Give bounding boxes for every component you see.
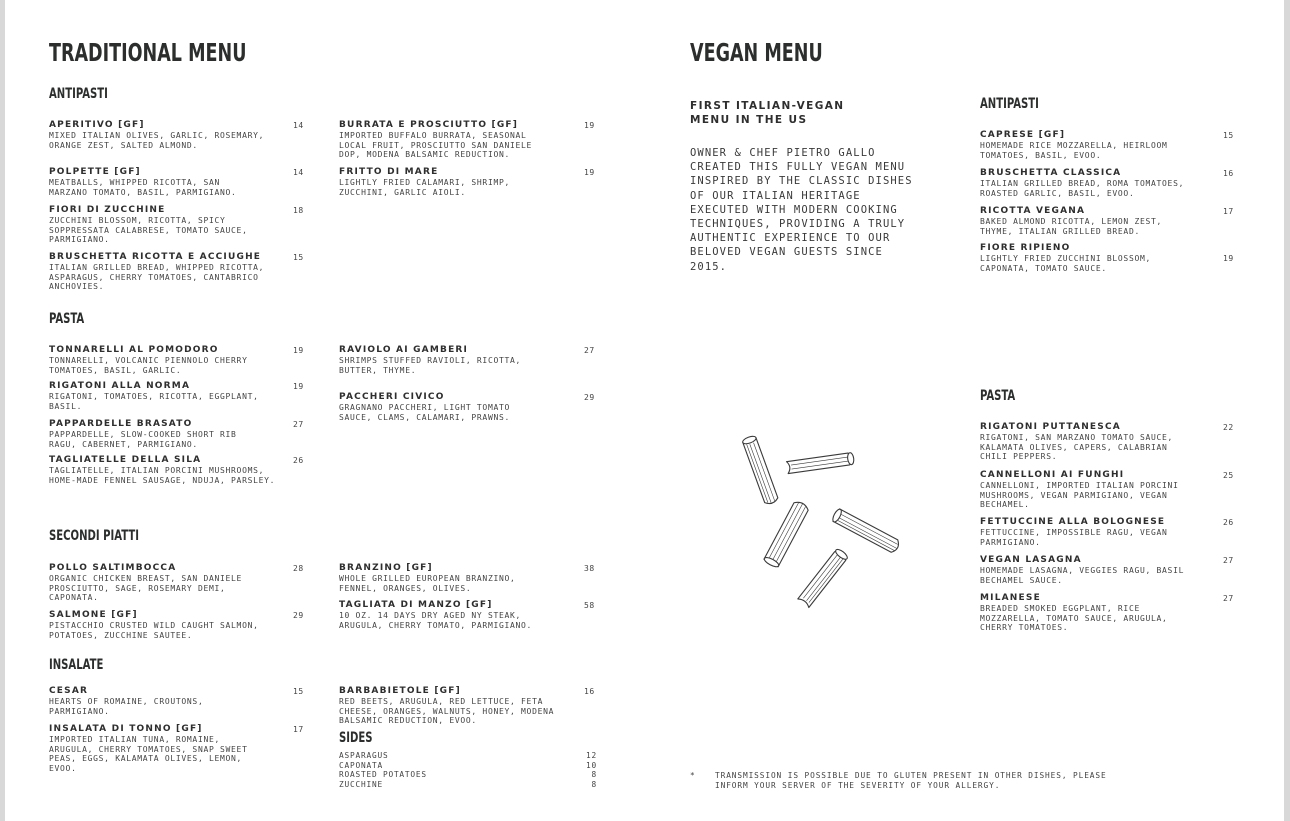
side-item [339,780,597,790]
traditional-menu-title: TRADITIONAL MENU [49,38,247,67]
item-desc: LIGHTLY FRIED CALAMARI, SHRIMP, ZUCCHINI, GARLIC AIOLI. [339,178,511,197]
side-name: CAPONATA [339,760,383,770]
menu-item [49,167,303,205]
item-name: FIORE RIPIENO [980,243,1071,253]
item-name: MILANESE [980,593,1041,603]
side-price: 12 [586,751,597,760]
menu-item [980,470,1242,517]
item-name: BRANZINO [GF] [339,563,433,573]
vegan-menu-title: VEGAN MENU [690,38,823,67]
item-name: RAVIOLO AI GAMBERI [339,345,469,355]
item-price: 27 [293,420,304,429]
pasta-right-column [339,345,597,422]
item-desc: BREADED SMOKED EGGPLANT, RICE MOZZARELLA, TOMATO SAUCE, ARUGULA, CHERRY TOMATOES. [980,604,1168,633]
menu-item [49,610,303,640]
footnote-text: TRANSMISSION IS POSSIBLE DUE TO GLUTEN PRESENT IN OTHER DISHES, PLEASE INFORM YOUR SERVER OF THE SEVERITY OF YOUR ALLERGY. [715,771,1107,790]
antipasti-left-column [49,120,303,292]
item-desc: PAPPARDELLE, SLOW-COOKED SHORT RIB RAGU, CABERNET, PARMIGIANO. [49,430,237,449]
penne-piece-icon [786,452,854,473]
sides-heading: SIDES [339,730,373,746]
menu-item [980,517,1242,555]
item-desc: WHOLE GRILLED EUROPEAN BRANZINO, FENNEL, ORANGES, OLIVES. [339,574,516,593]
menu-item [980,422,1242,470]
item-price: 14 [293,121,304,130]
item-desc: RED BEETS, ARUGULA, RED LETTUCE, FETA CHEESE, ORANGES, WALNUTS, HONEY, MODENA BALSAMIC REDUCTION, EVOO. [339,697,555,726]
item-desc: HOMEMADE RICE MOZZARELLA, HEIRLOOM TOMATOES, BASIL, EVOO. [980,141,1168,160]
item-desc: HOMEMADE LASAGNA, VEGGIES RAGU, BASIL BECHAMEL SAUCE. [980,566,1185,585]
menu-item [49,205,303,252]
item-desc: PISTACCHIO CRUSTED WILD CAUGHT SALMON, POTATOES, ZUCCHINE SAUTEE. [49,621,259,640]
item-desc: RIGATONI, SAN MARZANO TOMATO SAUCE, KALAMATA OLIVES, CAPERS, CALABRIAN CHILI PEPPERS. [980,433,1174,462]
item-price: 18 [293,206,304,215]
item-name: FETTUCCINE ALLA BOLOGNESE [980,517,1166,527]
penne-piece-icon [742,435,779,506]
item-desc: ORGANIC CHICKEN BREAST, SAN DANIELE PROSCIUTTO, SAGE, ROSEMARY DEMI, CAPONATA. [49,574,243,603]
item-price: 15 [1223,131,1234,140]
item-price: 16 [584,687,595,696]
menu-item [49,724,303,773]
item-name: FRITTO DI MARE [339,167,439,177]
menu-item [339,345,597,392]
side-item [339,751,597,761]
penne-piece-icon [831,508,901,554]
menu-item [339,600,597,630]
item-name: BRUSCHETTA CLASSICA [980,168,1122,178]
menu-item [980,130,1242,168]
item-name: RIGATONI PUTTANESCA [980,422,1121,432]
menu-item [49,381,303,419]
vegan-pasta-column [980,422,1242,633]
item-name: PACCHERI CIVICO [339,392,445,402]
item-name: CANNELLONI AI FUNGHI [980,470,1125,480]
menu-item [339,686,597,726]
item-name: POLPETTE [GF] [49,167,141,177]
item-price: 22 [1223,423,1234,432]
penne-piece-icon [798,548,849,608]
item-price: 26 [1223,518,1234,527]
item-desc: ITALIAN GRILLED BREAD, WHIPPED RICOTTA, ASPARAGUS, CHERRY TOMATOES, CANTABRICO ANCHOVIES. [49,263,265,292]
antipasti-right-column [339,120,597,197]
item-price: 25 [1223,471,1234,480]
item-name: CESAR [49,686,89,696]
side-item [339,761,597,771]
menu-item [980,168,1242,206]
item-desc: 10 OZ. 14 DAYS DRY AGED NY STEAK, ARUGULA, CHERRY TOMATO, PARMIGIANO. [339,611,533,630]
item-desc: CANNELLONI, IMPORTED ITALIAN PORCINI MUSHROOMS, VEGAN PARMIGIANO, VEGAN BECHAMEL. [980,481,1179,510]
item-price: 58 [584,601,595,610]
item-name: CAPRESE [GF] [980,130,1066,140]
side-price: 10 [586,760,597,770]
vegan-intro-heading: FIRST ITALIAN-VEGAN MENU IN THE US [690,100,845,126]
item-name: RIGATONI ALLA NORMA [49,381,191,391]
item-desc: ITALIAN GRILLED BREAD, ROMA TOMATOES, ROASTED GARLIC, BASIL, EVOO. [980,179,1185,198]
menu-item [49,120,303,167]
secondi-right-column [339,563,597,630]
item-price: 38 [584,564,595,573]
item-desc: IMPORTED BUFFALO BURRATA, SEASONAL LOCAL FRUIT, PROSCIUTTO SAN DANIELE DOP, MODENA BALSAMIC REDUCTION. [339,131,533,160]
menu-item [980,243,1242,273]
menu-item [49,419,303,455]
item-price: 29 [293,611,304,620]
menu-item [339,167,597,197]
side-name: ASPARAGUS [339,751,389,760]
side-name: ZUCCHINE [339,779,383,789]
menu-page [5,0,1284,821]
item-name: POLLO SALTIMBOCCA [49,563,177,573]
item-desc: MIXED ITALIAN OLIVES, GARLIC, ROSEMARY, ORANGE ZEST, SALTED ALMOND. [49,131,265,150]
item-price: 29 [584,393,595,402]
insalate-heading: INSALATE [49,657,104,673]
item-name: TAGLIATELLE DELLA SILA [49,455,202,465]
item-price: 15 [293,253,304,262]
insalate-right-column [339,686,597,726]
item-price: 26 [293,456,304,465]
footnote-marker: * [690,771,696,780]
item-desc: GRAGNANO PACCHERI, LIGHT TOMATO SAUCE, CLAMS, CALAMARI, PRAWNS. [339,403,511,422]
menu-item [49,252,303,292]
penne-piece-icon [763,500,810,569]
sides-list [339,751,597,789]
menu-item [980,206,1242,243]
menu-item [980,593,1242,633]
menu-item [49,686,303,724]
item-price: 17 [293,725,304,734]
menu-item [49,455,303,485]
menu-item [339,120,597,167]
item-name: INSALATA DI TONNO [GF] [49,724,203,734]
item-name: SALMONE [GF] [49,610,138,620]
menu-item [49,563,303,610]
item-name: APERITIVO [GF] [49,120,145,130]
side-price: 8 [591,779,597,789]
item-desc: IMPORTED ITALIAN TUNA, ROMAINE, ARUGULA, CHERRY TOMATOES, SNAP SWEET PEAS, EGGS, KALAMATA OLIVES, LEMON, EVOO. [49,735,248,773]
item-price: 19 [293,346,304,355]
item-desc: TONNARELLI, VOLCANIC PIENNOLO CHERRY TOMATOES, BASIL, GARLIC. [49,356,248,375]
item-desc: TAGLIATELLE, ITALIAN PORCINI MUSHROOMS, HOME-MADE FENNEL SAUSAGE, NDUJA, PARSLEY. [49,466,276,485]
item-price: 19 [1223,254,1234,263]
item-desc: SHRIMPS STUFFED RAVIOLI, RICOTTA, BUTTER, THYME. [339,356,522,375]
menu-item [339,392,597,422]
item-name: TAGLIATA DI MANZO [GF] [339,600,493,610]
item-price: 27 [1223,594,1234,603]
item-price: 19 [584,121,595,130]
item-desc: MEATBALLS, WHIPPED RICOTTA, SAN MARZANO TOMATO, BASIL, PARMIGIANO. [49,178,237,197]
menu-item [339,563,597,600]
item-price: 27 [584,346,595,355]
item-desc: FETTUCCINE, IMPOSSIBLE RAGU, VEGAN PARMIGIANO. [980,528,1168,547]
item-name: BARBABIETOLE [GF] [339,686,461,696]
item-desc: LIGHTLY FRIED ZUCCHINI BLOSSOM, CAPONATA, TOMATO SAUCE. [980,254,1152,273]
item-name: PAPPARDELLE BRASATO [49,419,193,429]
item-name: RICOTTA VEGANA [980,206,1086,216]
side-price: 8 [591,770,597,780]
secondi-left-column [49,563,303,640]
item-desc: ZUCCHINI BLOSSOM, RICOTTA, SPICY SOPPRESSATA CALABRESE, TOMATO SAUCE, PARMIGIANO. [49,216,248,245]
item-price: 14 [293,168,304,177]
item-desc: BAKED ALMOND RICOTTA, LEMON ZEST, THYME, ITALIAN GRILLED BREAD. [980,217,1163,236]
item-name: FIORI DI ZUCCHINE [49,205,166,215]
antipasti-heading: ANTIPASTI [49,86,108,102]
item-price: 15 [293,687,304,696]
item-price: 16 [1223,169,1234,178]
menu-item [49,345,303,381]
vegan-intro-body: OWNER & CHEF PIETRO GALLO CREATED THIS FULLY VEGAN MENU INSPIRED BY THE CLASSIC DISHES OF OUR ITALIAN HERITAGE EXECUTED WITH MODERN COOKING TECHNIQUES, PROVIDING A TRULY AUTHENTIC EXPERIENCE TO OUR BELOVED VEGAN GUESTS SINCE 2015. [690,147,913,273]
vegan-pasta-heading: PASTA [980,388,1016,404]
item-price: 19 [584,168,595,177]
item-price: 17 [1223,207,1234,216]
penne-pasta-illustration [735,430,915,615]
secondi-heading: SECONDI PIATTI [49,528,139,544]
pasta-left-column [49,345,303,485]
item-price: 28 [293,564,304,573]
item-name: VEGAN LASAGNA [980,555,1082,565]
item-price: 19 [293,382,304,391]
vegan-antipasti-heading: ANTIPASTI [980,96,1039,112]
vegan-antipasti-column [980,130,1242,273]
item-name: BRUSCHETTA RICOTTA E ACCIUGHE [49,252,262,262]
item-desc: RIGATONI, TOMATOES, RICOTTA, EGGPLANT, BASIL. [49,392,259,411]
item-name: BURRATA E PROSCIUTTO [GF] [339,120,519,130]
menu-item [980,555,1242,593]
side-name: ROASTED POTATOES [339,770,427,780]
pasta-heading: PASTA [49,311,85,327]
item-desc: HEARTS OF ROMAINE, CROUTONS, PARMIGIANO. [49,697,204,716]
insalate-left-column [49,686,303,773]
side-item [339,770,597,780]
item-price: 27 [1223,556,1234,565]
item-name: TONNARELLI AL POMODORO [49,345,219,355]
